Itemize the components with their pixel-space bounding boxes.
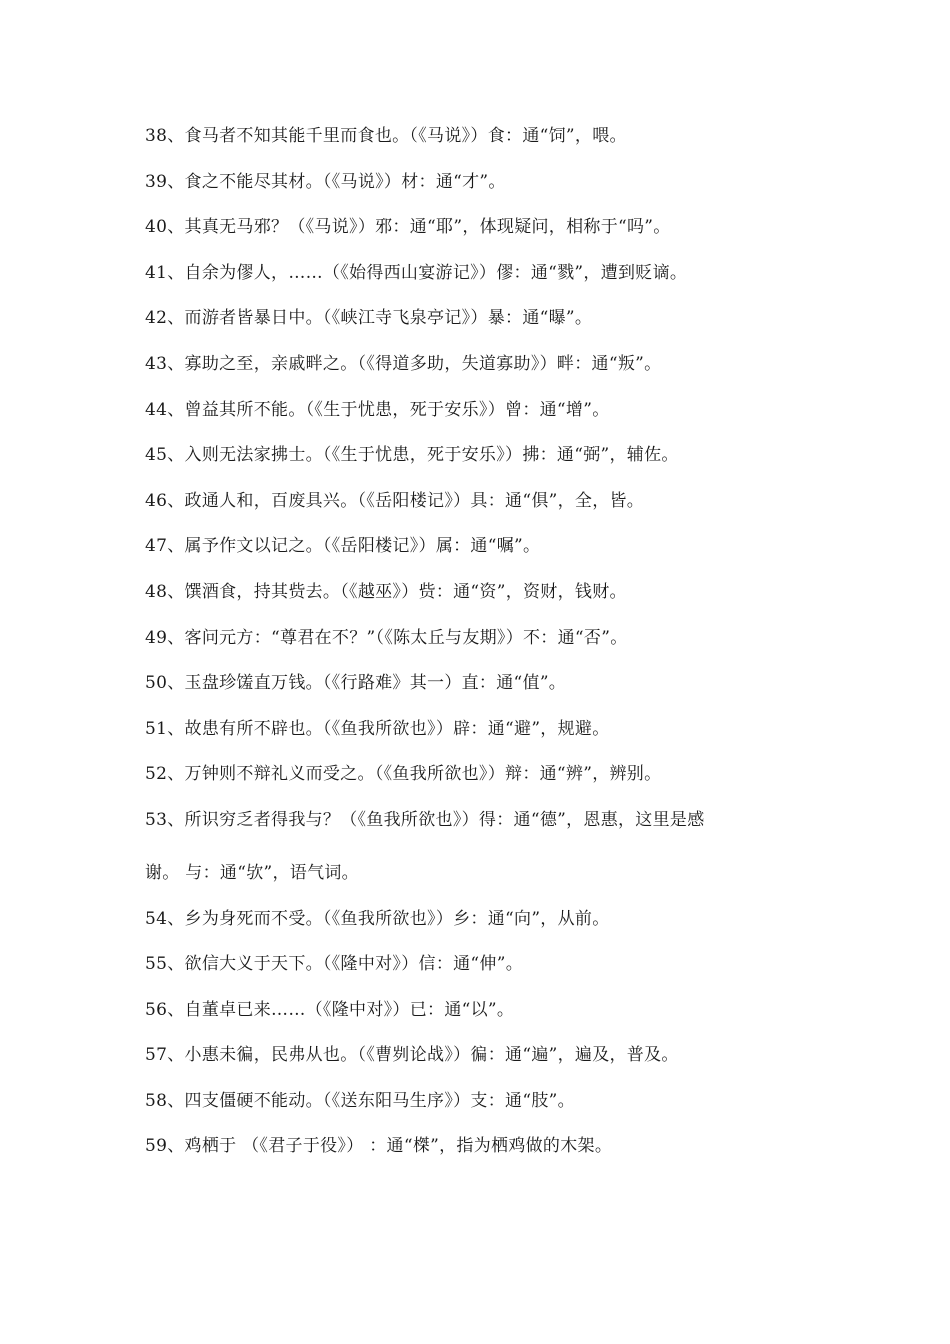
tongjiazi-list (145, 124, 865, 1180)
list-item-59: 59、鸡栖于 （《君子于役》） ：通“榤”，指为栖鸡做的木架。 (145, 1136, 613, 1157)
list-item-53: 53、所识穷乏者得我与？（《鱼我所欲也》）得：通“德”，恩惠，这里是感 (145, 809, 705, 830)
list-item-49: 49、客问元方：“尊君在不？”（《陈太丘与友期》）不：通“否”。 (145, 627, 628, 648)
list-item-45: 45、入则无法家拂士。（《生于忧患，死于安乐》）拂：通“弼”，辅佐。 (145, 445, 679, 466)
list-item-57: 57、小惠未徧，民弗从也。（《曹刿论战》）徧：通“遍”，遍及，普及。 (145, 1045, 679, 1066)
list-item-47: 47、属予作文以记之。（《岳阳楼记》）属：通“嘱”。 (145, 536, 541, 557)
list-item-51: 51、故患有所不辟也。（《鱼我所欲也》）辟：通“避”，规避。 (145, 718, 610, 739)
list-item-39: 39、食之不能尽其材。（《马说》）材：通“才”。 (145, 171, 506, 192)
list-item-53-continued: 谢。 与：通“欤”，语气词。 (145, 862, 359, 883)
list-item-46: 46、政通人和，百废具兴。（《岳阳楼记》）具：通“俱”，全，皆。 (145, 490, 645, 511)
list-item-44: 44、曾益其所不能。（《生于忧患，死于安乐》）曾：通“增”。 (145, 399, 610, 420)
list-item-38: 38、食马者不知其能千里而食也。（《马说》）食：通“饲”，喂。 (145, 126, 627, 146)
list-item-58: 58、四支僵硬不能动。（《送东阳马生序》）支：通“肢”。 (145, 1090, 575, 1111)
list-item-54: 54、乡为身死而不受。（《鱼我所欲也》）乡：通“向”，从前。 (145, 908, 610, 929)
list-item-48: 48、馔酒食，持其赀去。（《越巫》）赀：通“资”，资财，钱财。 (145, 581, 627, 602)
list-item-56: 56、自董卓已来……（《隆中对》）已：通“以”。 (145, 999, 515, 1020)
list-item-40: 40、其真无马邪？（《马说》）邪：通“耶”，体现疑问，相称于“吗”。 (145, 217, 671, 238)
list-item-50: 50、玉盘珍馐直万钱。（《行路难》其一）直：通“值”。 (145, 673, 567, 694)
list-item-41: 41、自余为僇人，……（《始得西山宴游记》）僇：通“戮”，遭到贬谪。 (145, 262, 688, 283)
list-item-42: 42、而游者皆暴日中。（《峡江寺飞泉亭记》）暴：通“曝”。 (145, 308, 593, 329)
list-item-43: 43、寡助之至，亲戚畔之。（《得道多助，失道寡助》）畔：通“叛”。 (145, 353, 662, 374)
list-item-55: 55、欲信大义于天下。（《隆中对》）信：通“伸”。 (145, 954, 524, 975)
list-item-52: 52、万钟则不辩礼义而受之。（《鱼我所欲也》）辩：通“辨”，辨别。 (145, 764, 662, 785)
